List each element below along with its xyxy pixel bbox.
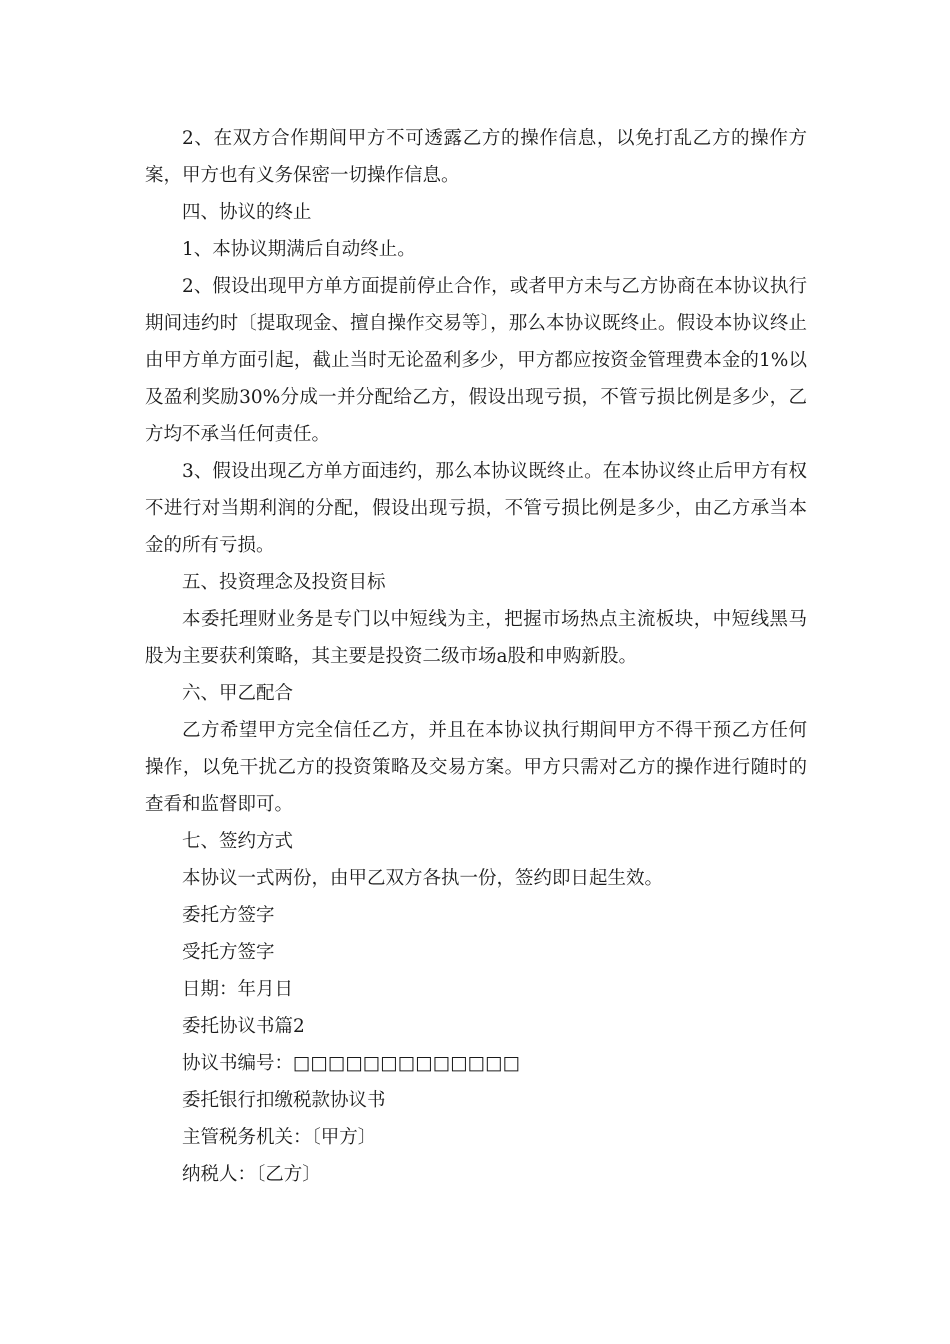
agreement-title: 委托银行扣缴税款协议书 (182, 1090, 386, 1111)
agreement-number-line: 协议书编号：□□□□□□□□□□□□□ (182, 1053, 521, 1074)
party-b-line: 纳税人：〔乙方〕 (182, 1164, 321, 1185)
clause-signing: 本协议一式两份，由甲乙双方各执一份，签约即日起生效。 (182, 868, 664, 889)
principal-signature-line: 委托方签字 (182, 905, 275, 926)
clause-termination-3: 3、假设出现乙方单方面违约，那么本协议既终止。在本协议终止后甲方有权不进行对当期利润的分配，假设出现亏损，不管亏损比例是多少，由乙方承当本金的所有亏损。 (145, 461, 807, 556)
section-heading-signing: 七、签约方式 (182, 831, 294, 852)
section-heading-investment: 五、投资理念及投资目标 (182, 572, 386, 593)
clause-investment: 本委托理财业务是专门以中短线为主，把握市场热点主流板块，中短线黑马股为主要获利策略，其主要是投资二级市场a股和申购新股。 (145, 609, 807, 667)
document-body (145, 120, 807, 1193)
document-section-title: 委托协议书篇2 (182, 1016, 305, 1037)
party-a-line: 主管税务机关：〔甲方〕 (182, 1127, 377, 1148)
date-line: 日期：年月日 (182, 979, 294, 1000)
clause-cooperation: 乙方希望甲方完全信任乙方，并且在本协议执行期间甲方不得干预乙方任何操作，以免干扰乙方的投资策略及交易方案。甲方只需对乙方的操作进行随时的查看和监督即可。 (145, 720, 807, 815)
section-heading-cooperation: 六、甲乙配合 (182, 683, 294, 704)
agent-signature-line: 受托方签字 (182, 942, 275, 963)
section-heading-termination: 四、协议的终止 (182, 202, 312, 223)
clause-confidentiality: 2、在双方合作期间甲方不可透露乙方的操作信息，以免打乱乙方的操作方案，甲方也有义务保密一切操作信息。 (145, 128, 807, 186)
clause-termination-2: 2、假设出现甲方单方面提前停止合作，或者甲方未与乙方协商在本协议执行期间违约时〔提取现金、擅自操作交易等〕，那么本协议既终止。假设本协议终止由甲方单方面引起，截止当时无论盈利多少，甲方都应按资金管理费本金的1%以及盈利奖励30%分成一并分配给乙方，假设出现亏损，不管亏损比例是多少，乙方均不承当任何责任。 (145, 276, 807, 445)
clause-termination-1: 1、本协议期满后自动终止。 (182, 239, 416, 260)
